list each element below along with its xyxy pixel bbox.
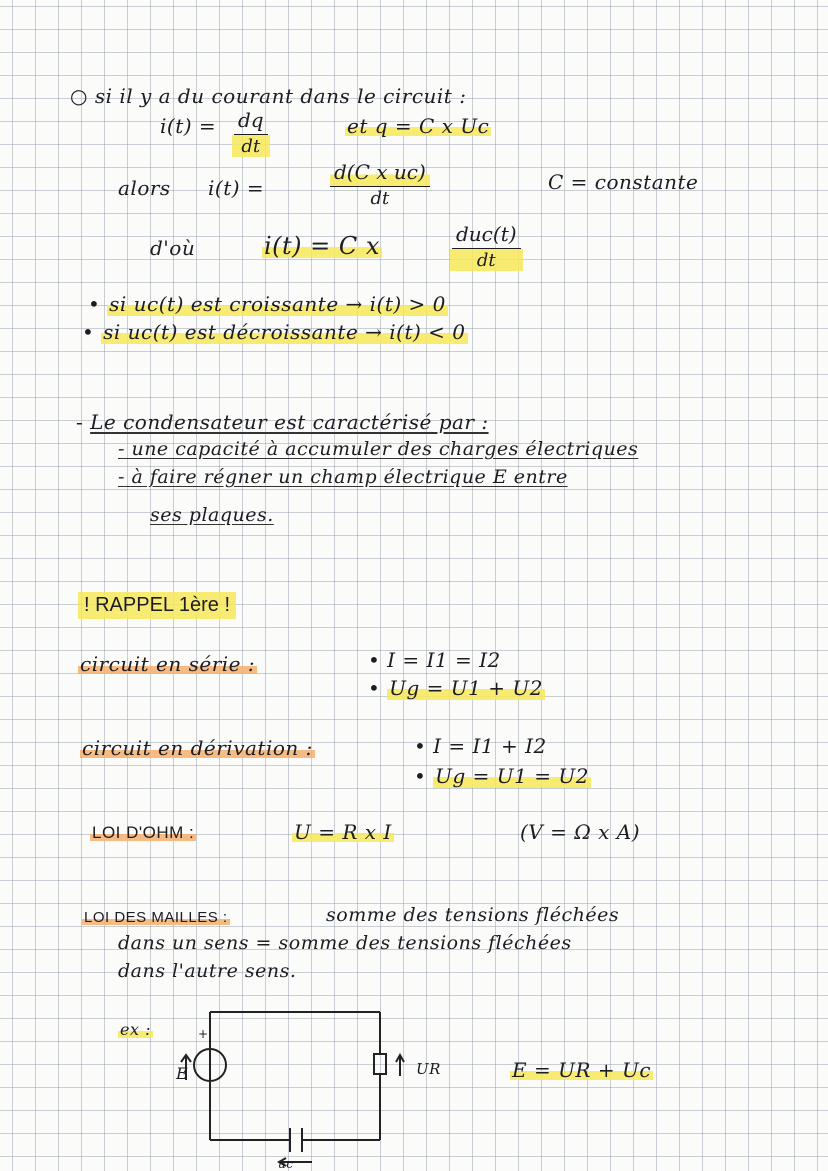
alors-denominator: dt (370, 188, 390, 209)
rappel-label: ! RAPPEL 1ère ! (78, 592, 236, 619)
ohm-label: LOI D'OHM : (92, 823, 195, 842)
bullet-decroissante: • si uc(t) est décroissante → i(t) < 0 (82, 320, 466, 344)
ex-equation: E = UR + Uc (512, 1058, 652, 1082)
alors-label: alors (118, 176, 171, 200)
derivation-label: circuit en dérivation : (82, 736, 313, 760)
mailles-label: LOI DES MAILLES : (84, 909, 228, 926)
dou-numerator: duc(t) (452, 222, 521, 249)
derivation-eq-2: • Ug = U1 = U2 (414, 764, 589, 788)
serie-eq-2: • Ug = U1 + U2 (368, 676, 543, 700)
dou-denominator: dt (476, 250, 496, 271)
c-constante: C = constante (548, 170, 699, 194)
def-i-numerator: dq (234, 108, 268, 135)
resistor-symbol (374, 1054, 386, 1074)
condensateur-item-2-cont: ses plaques. (150, 504, 274, 526)
serie-label: circuit en série : (80, 652, 256, 676)
circuit-label-ur: UR (416, 1060, 441, 1078)
ohm-units: (V = Ω x A) (520, 820, 641, 844)
def-i-denominator: dt (241, 136, 261, 157)
dou-fraction (450, 222, 523, 271)
def-i-fraction (232, 108, 270, 157)
condensateur-heading: - Le condensateur est caractérisé par : (76, 410, 489, 434)
def-q: et q = C x Uc (347, 114, 490, 138)
mailles-line-2: dans un sens = somme des tensions fléchées (118, 932, 572, 954)
condensateur-item-1: - une capacité à accumuler des charges électriques (118, 438, 639, 460)
circuit-label-uc: uc (278, 1157, 294, 1171)
derivation-eq-1: • I = I1 + I2 (414, 734, 547, 758)
dou-lhs: i(t) = C x (264, 232, 380, 260)
circuit-label-e: E (176, 1064, 189, 1083)
condensateur-item-2: - à faire régner un champ électrique E entre (118, 466, 568, 488)
ex-label: ex : (120, 1020, 151, 1039)
intro-line: ○ si il y a du courant dans le circuit : (70, 84, 467, 108)
mailles-line-1: somme des tensions fléchées (326, 904, 620, 926)
dou-label: d'où (150, 236, 196, 260)
generator-plus-sign: + (198, 1027, 209, 1041)
mailles-line-3: dans l'autre sens. (118, 960, 297, 982)
alors-numerator: d(C x uc) (330, 160, 430, 187)
alors-fraction (330, 160, 430, 209)
serie-eq-1: • I = I1 = I2 (368, 648, 501, 672)
circuit-diagram (120, 1000, 460, 1170)
alors-lhs: i(t) = (208, 176, 265, 200)
bullet-croissante: • si uc(t) est croissante → i(t) > 0 (88, 292, 446, 316)
ohm-equation: U = R x I (294, 820, 392, 844)
def-i-lhs: i(t) = (160, 114, 217, 138)
